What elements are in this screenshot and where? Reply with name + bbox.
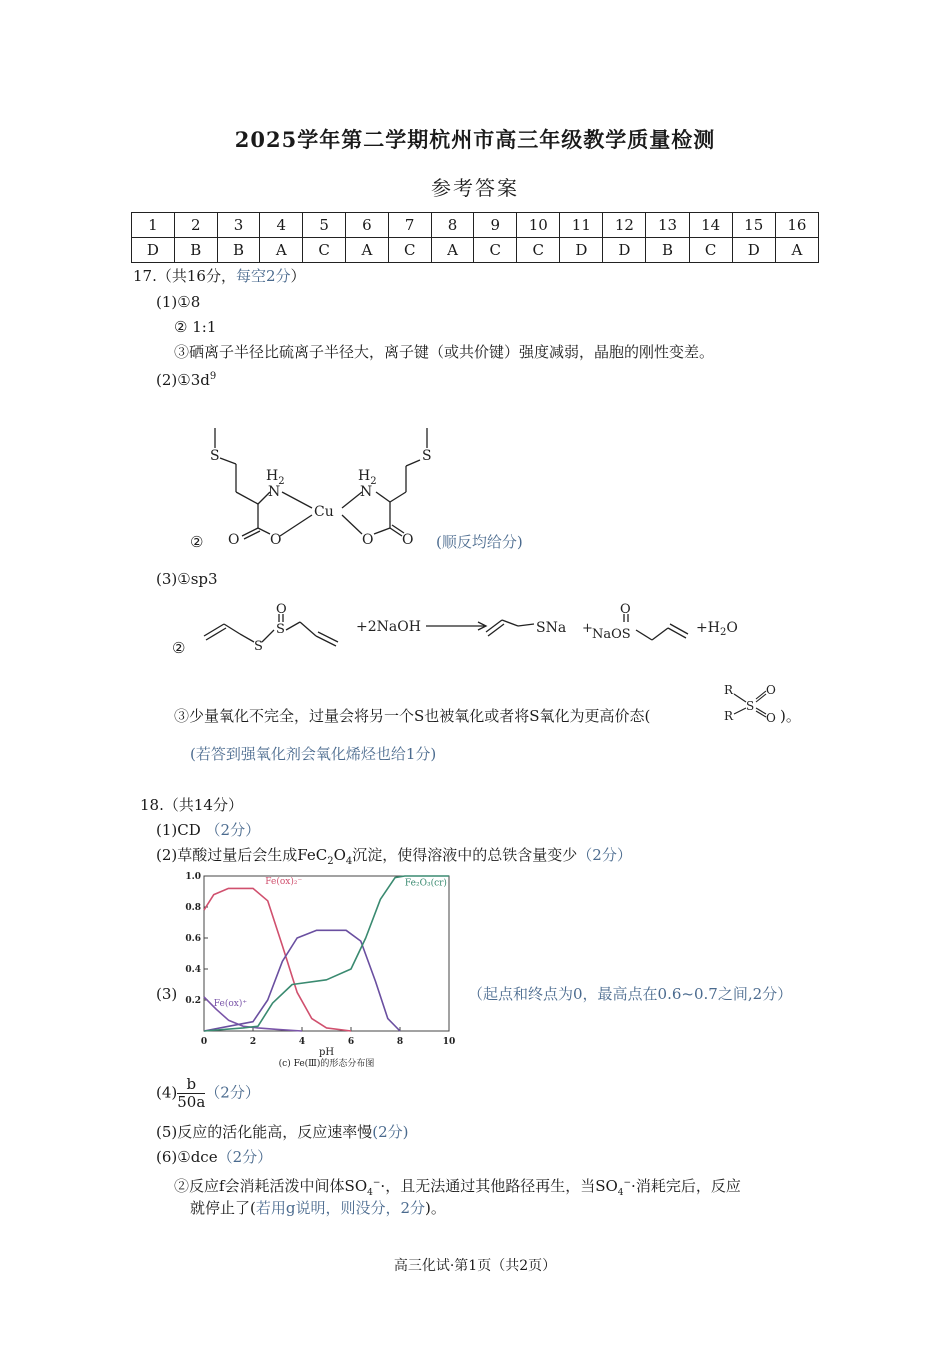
x-axis-label: pH [318, 1047, 335, 1058]
question-number-13: 13 [646, 213, 689, 238]
q17-part1-2: ② 1:1 [174, 318, 217, 336]
answer-7: C [388, 238, 431, 263]
x-tick-label-6: 6 [347, 1037, 355, 1047]
rxn-h2o: $+H_2O$ [696, 620, 738, 638]
q18-heading: 18.（共14分） [140, 796, 243, 814]
answer-table-answer-row [132, 238, 819, 263]
answer-15: D [732, 238, 775, 263]
answer-3: B [217, 238, 260, 263]
q18-part2: (2)草酸过量后会生成$FeC_2O_4$沉淀，使得溶液中的总铁含量变少（2分） [156, 846, 632, 867]
question-number-4: 4 [260, 213, 303, 238]
answer-2: B [174, 238, 217, 263]
struct-n-right: N [360, 484, 373, 500]
q18-part4: (4) $\frac{b}{50a}$ （2分） [156, 1075, 260, 1111]
answer-table [131, 212, 819, 263]
q18-part6-3: 就停止了(若用g说明，则没分，2分)。 [190, 1199, 446, 1217]
sulfone-s: S [746, 699, 755, 713]
y-tick-label-1.0: 1.0 [185, 872, 201, 882]
answer-table-number-row [132, 213, 819, 238]
question-number-9: 9 [474, 213, 517, 238]
question-number-2: 2 [174, 213, 217, 238]
page-footer: 高三化试·第1页（共2页） [393, 1258, 557, 1274]
answer-11: D [560, 238, 603, 263]
page-subtitle: 参考答案 [431, 176, 519, 200]
question-number-7: 7 [388, 213, 431, 238]
question-number-11: 11 [560, 213, 603, 238]
rxn-sna: SNa [536, 620, 567, 636]
answer-6: A [346, 238, 389, 263]
q17-part3-3: ③少量氧化不完全，过量会将另一个S也被氧化或者将S氧化为更高价态( [174, 707, 651, 725]
sulfone-r-1: R [724, 683, 734, 697]
struct-cu: Cu [314, 504, 334, 520]
q17-part3-1: (3)①sp3 [156, 570, 218, 588]
q17-part3-2: ② [172, 639, 186, 657]
page-title: 2025学年第二学期杭州市高三年级教学质量检测 [234, 127, 716, 152]
answer-8: A [431, 238, 474, 263]
question-number-5: 5 [303, 213, 346, 238]
sulfone-r-2: R [724, 709, 734, 723]
struct-o-left: O [270, 532, 282, 548]
reaction-scheme [196, 598, 756, 660]
answer-1: D [132, 238, 175, 263]
y-tick-label-0.2: 0.2 [185, 996, 201, 1006]
answer-9: C [474, 238, 517, 263]
series-label-2: Fe(ox)⁺ [213, 999, 248, 1010]
question-number-6: 6 [346, 213, 389, 238]
copper-complex-structure [190, 420, 630, 560]
rxn-s-2: S [254, 639, 263, 654]
struct-n-left: N [268, 484, 281, 500]
rxn-plus: + [582, 621, 593, 636]
y-tick-label-0.4: 0.4 [185, 965, 201, 975]
question-number-10: 10 [517, 213, 560, 238]
q17-part3-note: (若答到强氧化剂会氧化烯烃也给1分) [190, 745, 437, 763]
question-number-14: 14 [689, 213, 732, 238]
sulfone-o-2: O [766, 711, 776, 725]
series-label-4: Fe₂O₃(cr) [404, 878, 447, 889]
q18-part6-1: (6)①dce（2分） [156, 1148, 273, 1166]
q18-part3-note: （起点和终点为0，最高点在0.6~0.7之间,2分） [468, 985, 793, 1003]
struct-h-left: $H_2$ [266, 468, 285, 487]
answer-10: C [517, 238, 560, 263]
struct-h-right: $H_2$ [358, 468, 377, 487]
question-number-15: 15 [732, 213, 775, 238]
q17-part2-note: (顺反均给分) [436, 533, 523, 551]
rxn-o-2: O [620, 602, 631, 617]
question-number-16: 16 [775, 213, 818, 238]
rxn-naoh: +2NaOH [356, 619, 421, 635]
struct-o-left-carbonyl: O [228, 532, 240, 548]
series-line-1 [204, 888, 351, 1031]
struct-o-right-carbonyl: O [402, 532, 414, 548]
question-number-12: 12 [603, 213, 646, 238]
series-label-1: Fe(ox)₂⁻ [265, 876, 303, 887]
rxn-o-1: O [276, 602, 287, 617]
q18-part3-label: (3) [156, 985, 178, 1003]
q17-heading: 17.（共16分，每空2分） [133, 267, 306, 285]
x-tick-label-2: 2 [249, 1037, 257, 1047]
series-line-3 [204, 930, 400, 1031]
x-tick-label-4: 4 [298, 1037, 306, 1047]
sulfone-structure [720, 680, 780, 726]
q18-part6-2: ②反应f会消耗活泼中间体$SO_4^-\cdot$，且无法通过其他路径再生，当$SO_4^-\cdot$消耗完后，反应 [174, 1177, 741, 1198]
answer-13: B [646, 238, 689, 263]
rxn-s-1: S [276, 622, 285, 637]
answer-12: D [603, 238, 646, 263]
answer-5: C [303, 238, 346, 263]
answer-4: A [260, 238, 303, 263]
fraction-b-over-50a: $\frac{b}{50a}$ [177, 1075, 206, 1111]
struct-s-left: S [210, 448, 220, 464]
sulfone-o-1: O [766, 683, 776, 697]
x-tick-label-8: 8 [396, 1037, 404, 1047]
question-number-8: 8 [431, 213, 474, 238]
answer-14: C [689, 238, 732, 263]
q18-part5: (5)反应的活化能高，反应速率慢(2分) [156, 1123, 409, 1141]
answer-16: A [775, 238, 818, 263]
chart-caption: (c) Fe(Ⅲ)的形态分布图 [278, 1059, 375, 1068]
q17-part3-3-end: )。 [780, 707, 801, 725]
q17-part1-3: ③硒离子半径比硫离子半径大，离子键（或共价键）强度减弱，晶胞的刚性变差。 [174, 343, 715, 361]
q18-part1: (1)CD （2分） [156, 821, 261, 839]
y-tick-label-0.6: 0.6 [185, 934, 201, 944]
x-tick-label-10: 10 [442, 1037, 456, 1047]
q17-part2-2: ② [190, 533, 204, 551]
struct-s-right: S [422, 448, 432, 464]
q17-part1-1: (1)①8 [156, 293, 201, 311]
rxn-naos: NaOS [592, 627, 631, 642]
struct-o-right: O [362, 532, 374, 548]
q17-part2-1: $(2)①3d^9$ [156, 371, 217, 389]
question-number-3: 3 [217, 213, 260, 238]
fe-speciation-chart [176, 868, 466, 1068]
x-tick-label-0: 0 [200, 1037, 208, 1047]
question-number-1: 1 [132, 213, 175, 238]
y-tick-label-0.8: 0.8 [185, 903, 201, 913]
